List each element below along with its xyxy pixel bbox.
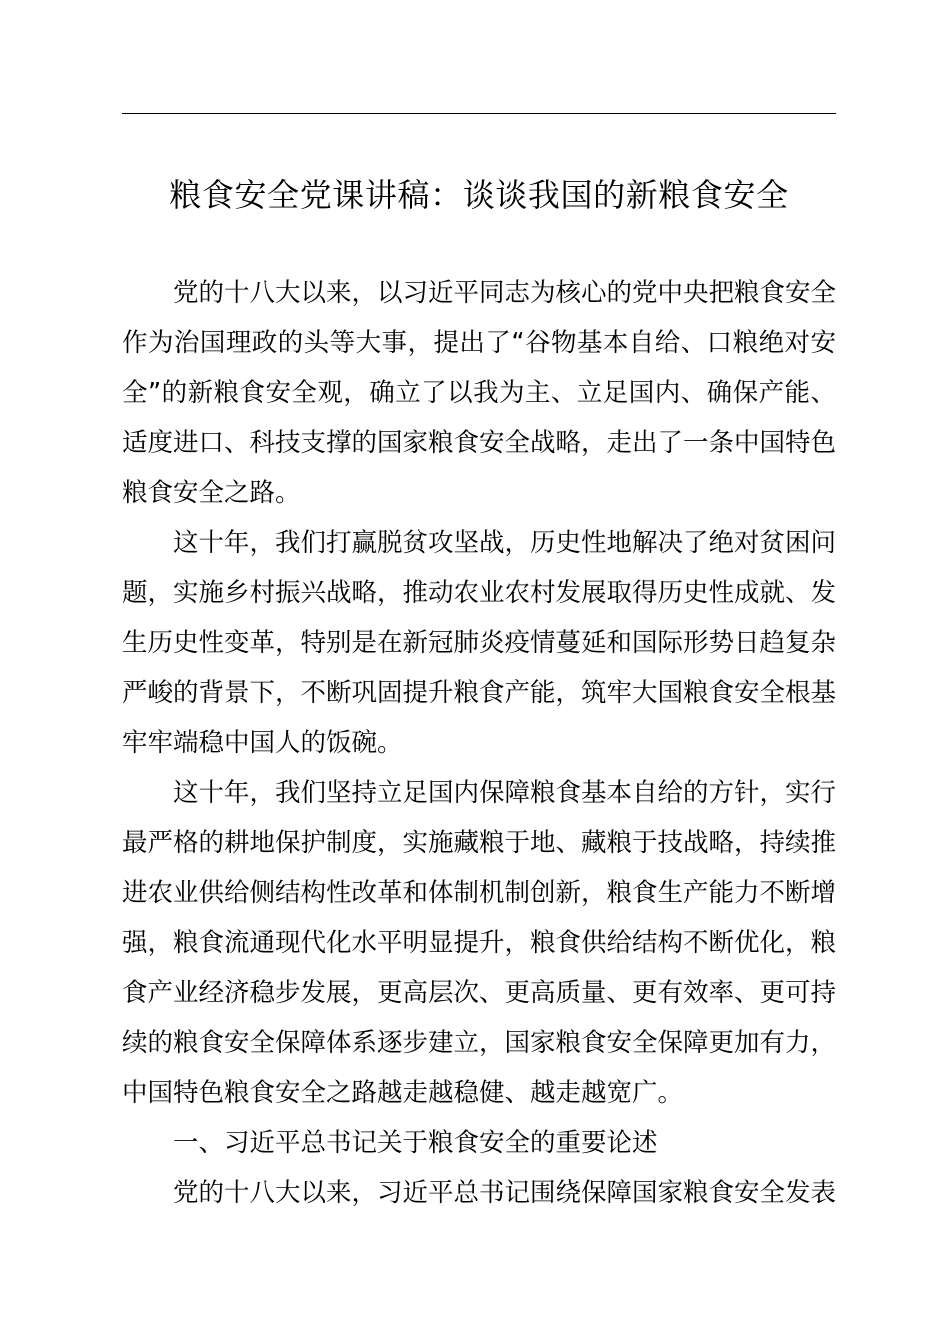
paragraph-3-line-4: 强，粮食流通现代化水平明显提升，粮食供给结构不断优化，粮 <box>122 928 837 958</box>
paragraph-2-line-4: 严峻的背景下，不断巩固提升粮食产能，筑牢大国粮食安全根基 <box>122 678 837 708</box>
paragraph-2-line-5: 牢牢端稳中国人的饭碗。 <box>122 728 403 758</box>
body-text <box>122 268 836 1218</box>
paragraph-1-line-5: 粮食安全之路。 <box>122 478 301 508</box>
paragraph-1-line-4: 适度进口、科技支撑的国家粮食安全战略，走出了一条中国特色 <box>122 428 837 458</box>
paragraph-3-line-2: 最严格的耕地保护制度，实施藏粮于地、藏粮于技战略，持续推 <box>122 828 837 858</box>
paragraph-1-line-1: 党的十八大以来，以习近平同志为核心的党中央把粮食安全 <box>173 278 837 308</box>
paragraph-1-line-3: 全”的新粮食安全观，确立了以我为主、立足国内、确保产能、 <box>122 378 836 408</box>
paragraph-2-line-2: 题，实施乡村振兴战略，推动农业农村发展取得历史性成就、发 <box>122 578 837 608</box>
paragraph-3-line-3: 进农业供给侧结构性改革和体制机制创新，粮食生产能力不断增 <box>122 878 837 908</box>
paragraph-3-line-1: 这十年，我们坚持立足国内保障粮食基本自给的方针，实行 <box>173 778 837 808</box>
paragraph-2-line-3: 生历史性变革，特别是在新冠肺炎疫情蔓延和国际形势日趋复杂 <box>122 628 837 658</box>
section-heading: 一、习近平总书记关于粮食安全的重要论述 <box>173 1128 658 1158</box>
paragraph-4-line-1: 党的十八大以来，习近平总书记围绕保障国家粮食安全发表 <box>173 1178 837 1208</box>
header-rule <box>122 113 836 114</box>
paragraph-3-line-5: 食产业经济稳步发展，更高层次、更高质量、更有效率、更可持 <box>122 978 837 1008</box>
paragraph-3-line-7: 中国特色粮食安全之路越走越稳健、越走越宽广。 <box>122 1078 684 1108</box>
paragraph-3-line-6: 续的粮食安全保障体系逐步建立，国家粮食安全保障更加有力， <box>122 1028 837 1058</box>
paragraph-2-line-1: 这十年，我们打赢脱贫攻坚战，历史性地解决了绝对贫困问 <box>173 528 837 558</box>
page-title: 粮食安全党课讲稿：谈谈我国的新粮食安全 <box>169 176 789 214</box>
paragraph-1-line-2: 作为治国理政的头等大事，提出了“谷物基本自给、口粮绝对安 <box>122 328 836 358</box>
